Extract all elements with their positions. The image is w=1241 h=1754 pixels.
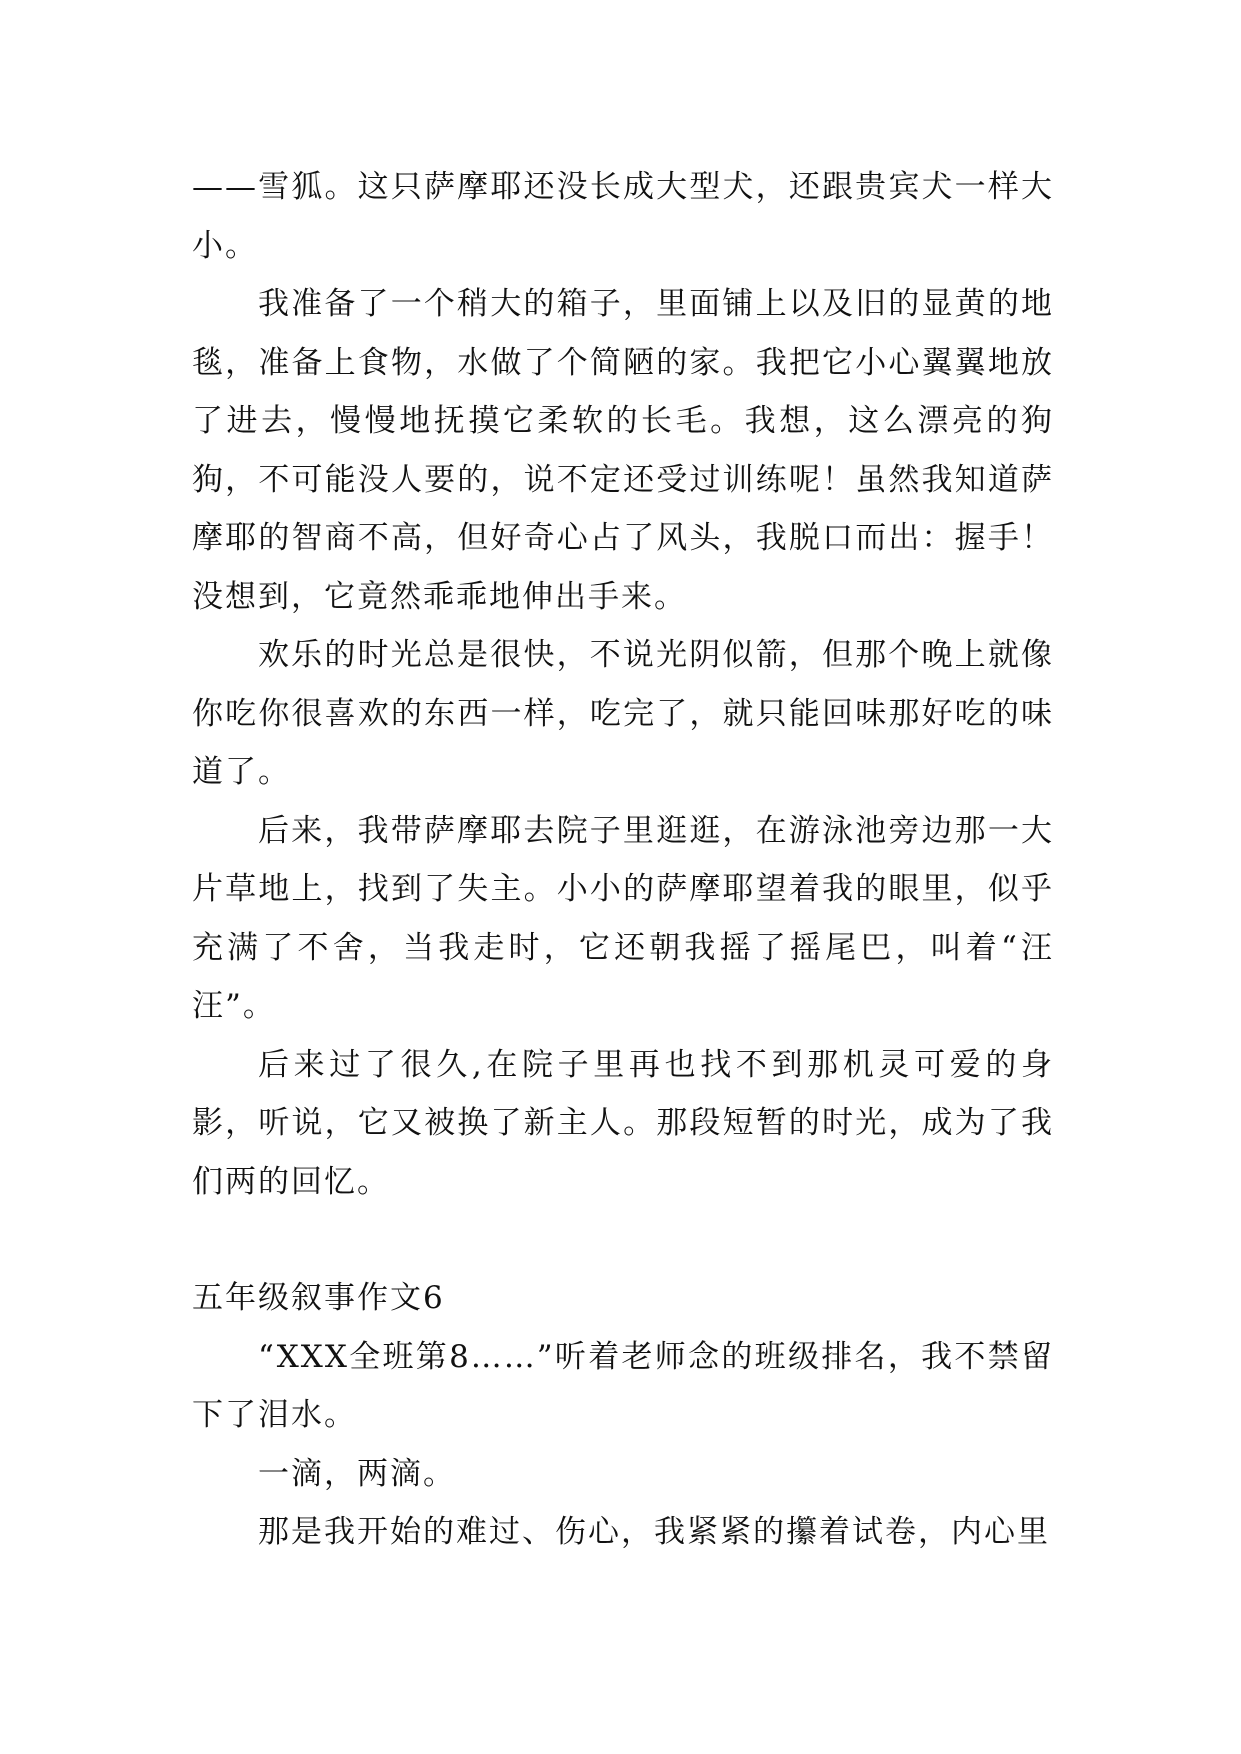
paragraph-8: 那是我开始的难过、伤心，我紧紧的攥着试卷，内心里 [258,1514,1050,1550]
paragraph-1: ——雪狐。这只萨摩耶还没长成大型犬，还跟贵宾犬一样大小。 [192,169,1054,264]
paragraph-5: 后来过了很久,在院子里再也找不到那机灵可爱的身影，听说，它又被换了新主人。那段短暂的时光，成为了我们两的回忆。 [192,1046,1054,1200]
paragraph-2: 我准备了一个稍大的箱子，里面铺上以及旧的显黄的地毯，准备上食物，水做了个简陋的家。我把它小心翼翼地放了进去，慢慢地抚摸它柔软的长毛。我想，这么漂亮的狗狗，不可能没人要的，说不定还受过训练呢！虽然我知道萨摩耶的智商不高，但好奇心占了风头，我脱口而出：握手！没想到，它竟然乖乖地伸出手来。 [192,286,1054,615]
paragraph-6: “XXX全班第8……”听着老师念的班级排名，我不禁留下了泪水。 [192,1338,1054,1433]
section-heading: 五年级叙事作文6 [192,1280,445,1316]
paragraph-3: 欢乐的时光总是很快，不说光阴似箭，但那个晚上就像你吃你很喜欢的东西一样，吃完了，就只能回味那好吃的味道了。 [192,637,1054,790]
document-body [192,158,1054,1562]
paragraph-7: 一滴，两滴。 [258,1455,456,1492]
paragraph-4: 后来，我带萨摩耶去院子里逛逛，在游泳池旁边那一大片草地上，找到了失主。小小的萨摩耶望着我的眼里，似乎充满了不舍，当我走时，它还朝我摇了摇尾巴，叫着“汪汪”。 [192,812,1054,1024]
